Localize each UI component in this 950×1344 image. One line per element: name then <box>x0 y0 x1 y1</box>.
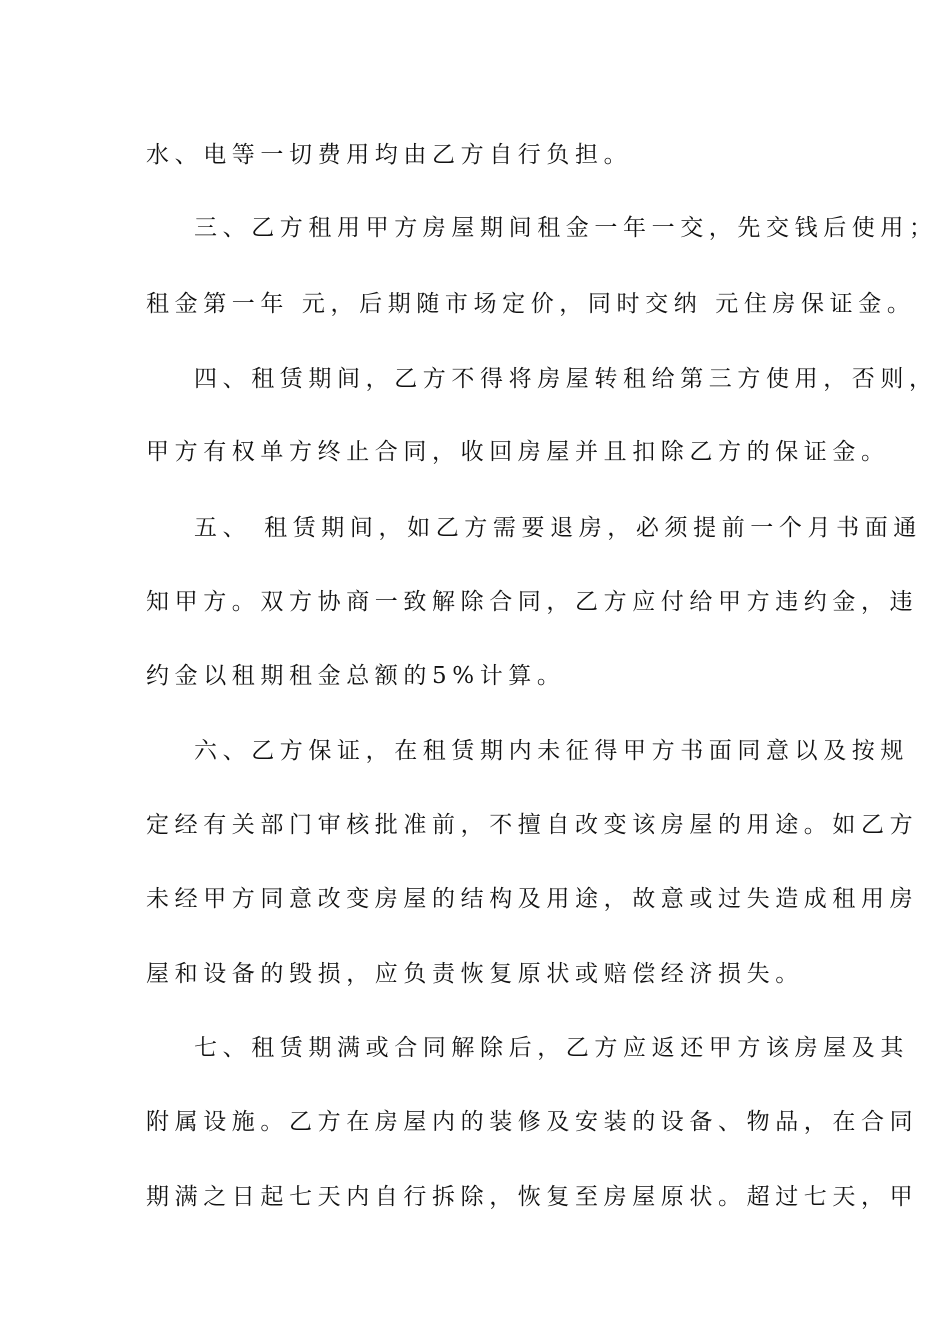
clause-five-line-3: 约金以租期租金总额的5%计算。 <box>146 663 566 689</box>
clause-four-line-2: 甲方有权单方终止合同，收回房屋并且扣除乙方的保证金。 <box>146 439 890 465</box>
clause-four-line-1: 四、租赁期间，乙方不得将房屋转租给第三方使用，否则， <box>194 366 938 392</box>
text-line-1: 水、电等一切费用均由乙方自行负担。 <box>146 142 633 168</box>
clause-seven-line-1: 七、租赁期满或合同解除后，乙方应返还甲方该房屋及其 <box>194 1035 909 1061</box>
clause-six-line-2: 定经有关部门审核批准前，不擅自改变该房屋的用途。如乙方 <box>146 812 919 838</box>
clause-five-line-2: 知甲方。双方协商一致解除合同，乙方应付给甲方违约金，违 <box>146 589 919 615</box>
clause-seven-line-3: 期满之日起七天内自行拆除，恢复至房屋原状。超过七天，甲 <box>146 1184 919 1210</box>
clause-seven-line-2: 附属设施。乙方在房屋内的装修及安装的设备、物品，在合同 <box>146 1109 919 1135</box>
clause-six-line-1: 六、乙方保证，在租赁期内未征得甲方书面同意以及按规 <box>194 738 909 764</box>
clause-three-line-2: 租金第一年 元，后期随市场定价，同时交纳 元住房保证金。 <box>146 291 916 317</box>
clause-three-line-1: 三、乙方租用甲方房屋期间租金一年一交，先交钱后使用； <box>194 215 938 241</box>
clause-six-line-3: 未经甲方同意改变房屋的结构及用途，故意或过失造成租用房 <box>146 886 919 912</box>
clause-six-line-4: 屋和设备的毁损，应负责恢复原状或赔偿经济损失。 <box>146 961 804 987</box>
clause-five-line-1: 五、 租赁期间，如乙方需要退房，必须提前一个月书面通 <box>194 515 922 541</box>
